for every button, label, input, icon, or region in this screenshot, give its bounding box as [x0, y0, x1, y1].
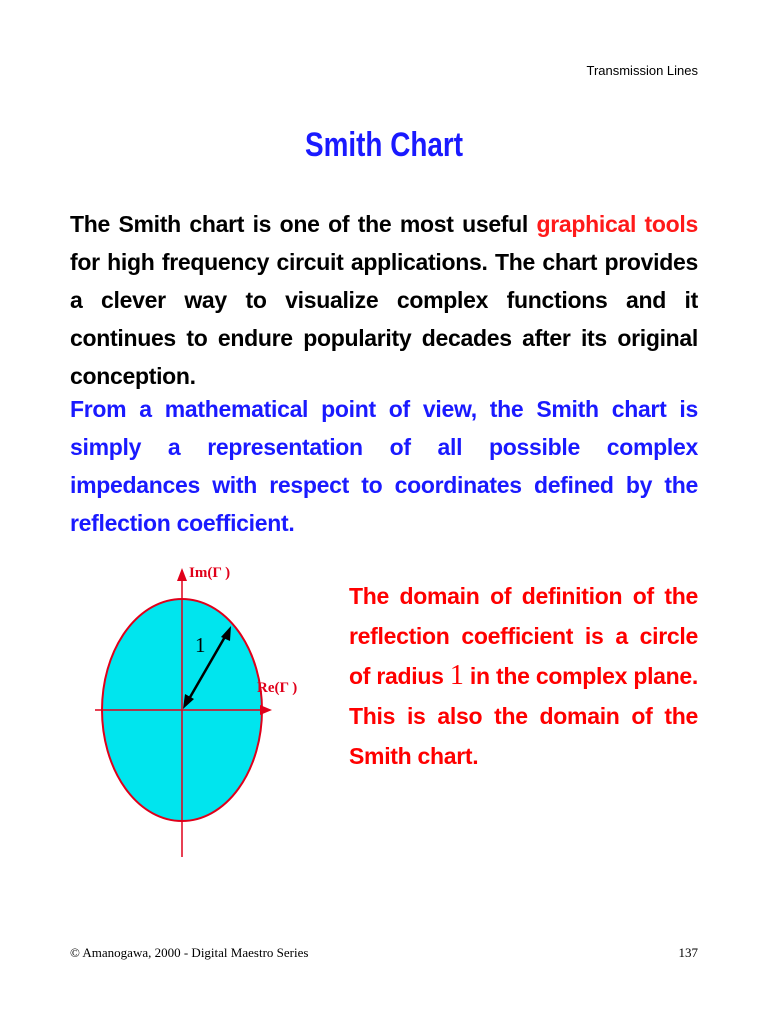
highlight-graphical-tools: graphical tools: [536, 211, 698, 237]
page-title: Smith Chart: [304, 126, 464, 164]
running-header: Transmission Lines: [586, 63, 698, 78]
page-number: 137: [678, 945, 698, 960]
imaginary-axis-label: Im(Γ ): [189, 565, 231, 581]
radius-label: 1: [195, 633, 206, 657]
imaginary-axis-arrowhead: [177, 568, 187, 581]
reflection-coefficient-diagram: [90, 555, 310, 865]
domain-paragraph: [349, 576, 698, 776]
intro-paragraph: [70, 205, 698, 395]
domain-text-end: in the complex plane. This is also the domain of the Smith chart.: [349, 663, 698, 769]
domain-radius-number: 1: [449, 660, 464, 691]
real-axis-arrowhead: [260, 705, 272, 715]
intro-text-start: The Smith chart is one of the most useful: [70, 211, 537, 237]
intro-text-end: for high frequency circuit applications. The chart provides a clever way to visualize complex functions and it continues to endure popularity decades after its original conception.: [70, 249, 698, 389]
domain-text-start: The domain of definition of the reflection coefficient is a circle of radius: [349, 583, 698, 689]
math-definition-paragraph: From a mathematical point of view, the Smith chart is simply a representation of all possible complex impedances with respect to coordinates defined by the reflection coefficient.: [70, 396, 698, 536]
footer-copyright: © Amanogawa, 2000 - Digital Maestro Series: [70, 945, 309, 960]
real-axis-label: Re(Γ ): [257, 680, 298, 696]
